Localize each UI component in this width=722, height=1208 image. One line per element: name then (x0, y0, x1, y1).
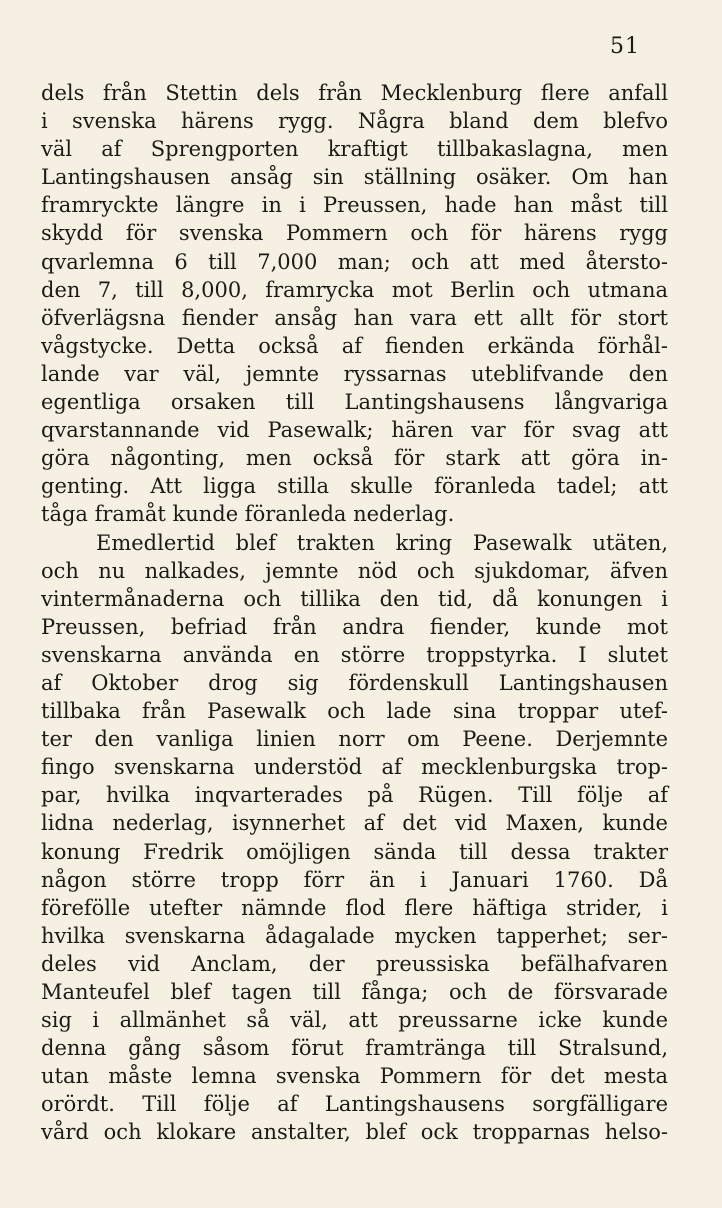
text-line: Manteufel blef tagen till fånga; och de försvarade (41, 980, 668, 1004)
text-line: Emedlertid blef trakten kring Pasewalk utäten, (96, 530, 668, 555)
text-line: och nu nalkades, jemnte nöd och sjukdomar, äfven (41, 558, 668, 583)
text-line: väl af Sprengporten kraftigt tillbakaslagna, men (41, 137, 668, 162)
text-line: qvarlemna 6 till 7,000 man; och att med återsto- (41, 249, 668, 274)
text-line: konung Fredrik omöjligen sända till dessa trakter (41, 839, 668, 864)
text-line: den 7, till 8,000, framrycka mot Berlin och utmana (41, 277, 668, 302)
text-line: vård och klokare anstalter, blef ock tropparnas helso- (41, 1120, 668, 1145)
text-line: qvarstannande vid Pasewalk; hären var för svag att (41, 418, 668, 443)
text-line: skydd för svenska Pommern och för härens rygg (41, 221, 668, 246)
text-line: dels från Stettin dels från Mecklenburg flere anfall (41, 81, 668, 105)
text-line: fingo svenskarna understöd af mecklenburgska trop- (41, 755, 668, 780)
text-line: förefölle utefter nämnde flod flere häftiga strider, i (41, 895, 668, 920)
body-text (41, 79, 668, 1147)
text-line: vintermånaderna och tillika den tid, då konungen i (41, 586, 668, 611)
text-line: i svenska härens rygg. Några bland dem blefvo (41, 109, 668, 134)
text-line: framryckte längre in i Preussen, hade han måst till (41, 193, 668, 218)
text-line: utan måste lemna svenska Pommern för det mesta (41, 1064, 668, 1089)
text-line: hvilka svenskarna ådagalade mycken tapperhet; ser- (41, 923, 668, 948)
text-line: par, hvilka inqvarterades på Rügen. Till följe af (41, 783, 668, 808)
text-line: deles vid Anclam, der preussiska befälhafvaren (41, 951, 668, 976)
text-line: tillbaka från Pasewalk och lade sina troppar utef- (41, 699, 668, 724)
text-line: denna gång såsom förut framtränga till Stralsund, (41, 1036, 668, 1061)
text-line: någon större tropp förr än i Januari 1760. Då (41, 867, 668, 892)
text-line: svenskarna använda en större troppstyrka. I slutet (41, 642, 668, 667)
text-line: egentliga orsaken till Lantingshausens långvariga (41, 390, 668, 415)
text-line: ter den vanliga linien norr om Peene. Derjemnte (41, 727, 668, 752)
text-line: lande var väl, jemnte ryssarnas uteblifvande den (41, 361, 668, 386)
text-line: Lantingshausen ansåg sin ställning osäker. Om han (41, 165, 668, 190)
text-line: vågstycke. Detta också af fienden erkända förhål- (41, 333, 668, 358)
text-line: genting. Att ligga stilla skulle föranleda tadel; att (41, 474, 668, 499)
text-line: orördt. Till följe af Lantingshausens sorgfälligare (41, 1092, 668, 1117)
page-number: 51 (610, 34, 640, 59)
text-line: göra någonting, men också för stark att göra in- (41, 446, 668, 471)
text-line: lidna nederlag, isynnerhet af det vid Maxen, kunde (41, 811, 668, 836)
text-line: Preussen, befriad från andra fiender, kunde mot (41, 614, 668, 639)
text-line: sig i allmänhet så väl, att preussarne icke kunde (41, 1008, 668, 1033)
text-line: af Oktober drog sig fördenskull Lantingshausen (41, 670, 668, 695)
text-line: öfverlägsna fiender ansåg han vara ett allt för stort (41, 305, 668, 330)
text-line: tåga framåt kunde föranleda nederlag. (41, 502, 455, 527)
